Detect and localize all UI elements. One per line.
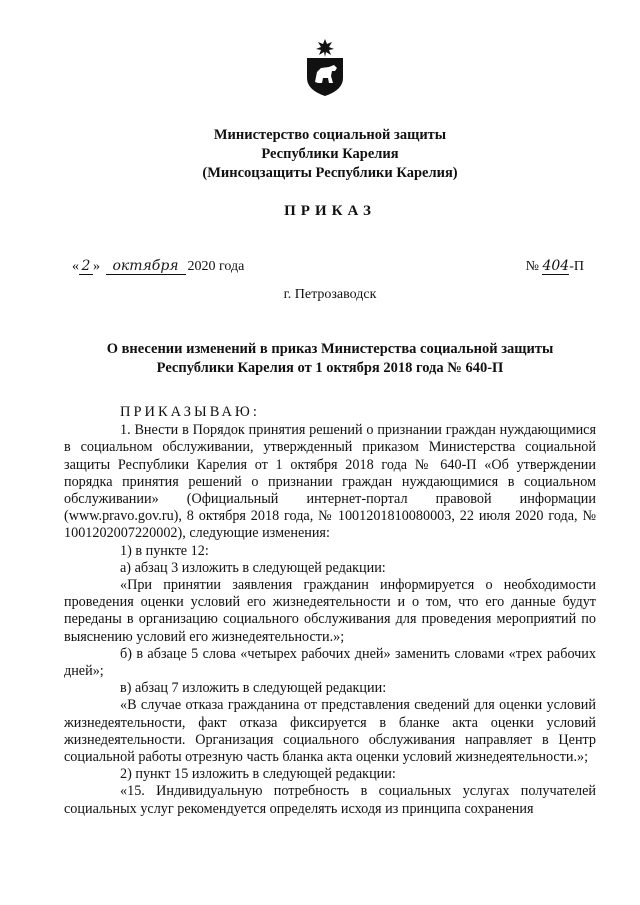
order-date bbox=[72, 258, 244, 275]
paragraph-4: «При принятии заявления гражданин информируется о необходимости проведения оценки условий его жизнедеятельности и о том, что его данные будут переданы в организацию социального обслуживания для проведения мероприятий по выяснению условий его жизнедеятельности.»; bbox=[64, 577, 596, 645]
order-number bbox=[526, 258, 584, 275]
order-subject bbox=[70, 340, 590, 378]
karelia-coat-of-arms-icon bbox=[302, 38, 348, 98]
paragraph-2: 1) в пункте 12: bbox=[120, 542, 209, 559]
paragraph-3: а) абзац 3 изложить в следующей редакции: bbox=[120, 559, 386, 576]
paragraph-9: «15. Индивидуальную потребность в социальных услугах получателей социальных услуг рекомендуется определять исходя из принципа сохранения bbox=[64, 783, 596, 817]
number-value: 404 bbox=[542, 258, 570, 274]
date-close-quote: » bbox=[93, 259, 100, 274]
date-month: октября bbox=[106, 258, 186, 275]
subject-line-2: Республики Карелия от 1 октября 2018 года № 640-П bbox=[156, 360, 504, 376]
paragraph-8: 2) пункт 15 изложить в следующей редакции: bbox=[120, 766, 396, 783]
subject-line-1: О внесении изменений в приказ Министерства социальной защиты bbox=[106, 341, 554, 357]
ministry-line-3: (Минсоцзащиты Республики Карелия) bbox=[202, 165, 458, 181]
paragraph-6: в) абзац 7 изложить в следующей редакции: bbox=[120, 680, 387, 697]
date-year: 2020 года bbox=[187, 259, 245, 274]
ministry-line-1: Министерство социальной защиты bbox=[213, 127, 447, 143]
paragraph-7: «В случае отказа гражданина от представления сведений для оценки условий жизнедеятельности, факт отказа фиксируется в бланке акта оценки условий жизнедеятельности. Организация социального обслуживания направляет в Центр социальной работы отрезную часть бланка акта оценки условий жизнедеятельности.»; bbox=[64, 697, 596, 766]
ministry-line-2: Республики Карелия bbox=[261, 146, 399, 162]
date-open-quote: « bbox=[72, 259, 79, 274]
city: г. Петрозаводск bbox=[283, 287, 377, 302]
date-day: 2 bbox=[79, 258, 93, 275]
ministry-name bbox=[80, 126, 580, 183]
order-body bbox=[64, 404, 596, 818]
paragraph-1: 1. Внести в Порядок принятия решений о признании граждан нуждающимися в социальном обслуживании, утвержденный приказом Министерства социальной защиты Республики Карелия от 1 октября 2018 года № 640-П «Об утверждении порядка принятия решений о признании граждан нуждающимися в социальном обслуживании» (Официальный интернет-портал правовой информации (www.pravo.gov.ru), 8 октября 2018 года, № 1001201810080003, 22 июля 2020 года, № 1001202007220002), следующие изменения: bbox=[64, 422, 596, 542]
number-suffix: -П bbox=[569, 259, 584, 274]
paragraph-5: б) в абзаце 5 слова «четырех рабочих дней» заменить словами «трех рабочих дней»; bbox=[64, 645, 596, 680]
order-title: ПРИКАЗ bbox=[284, 203, 376, 219]
number-prefix: № bbox=[525, 259, 539, 274]
prikazyvayu-heading: ПРИКАЗЫВАЮ: bbox=[120, 404, 260, 420]
